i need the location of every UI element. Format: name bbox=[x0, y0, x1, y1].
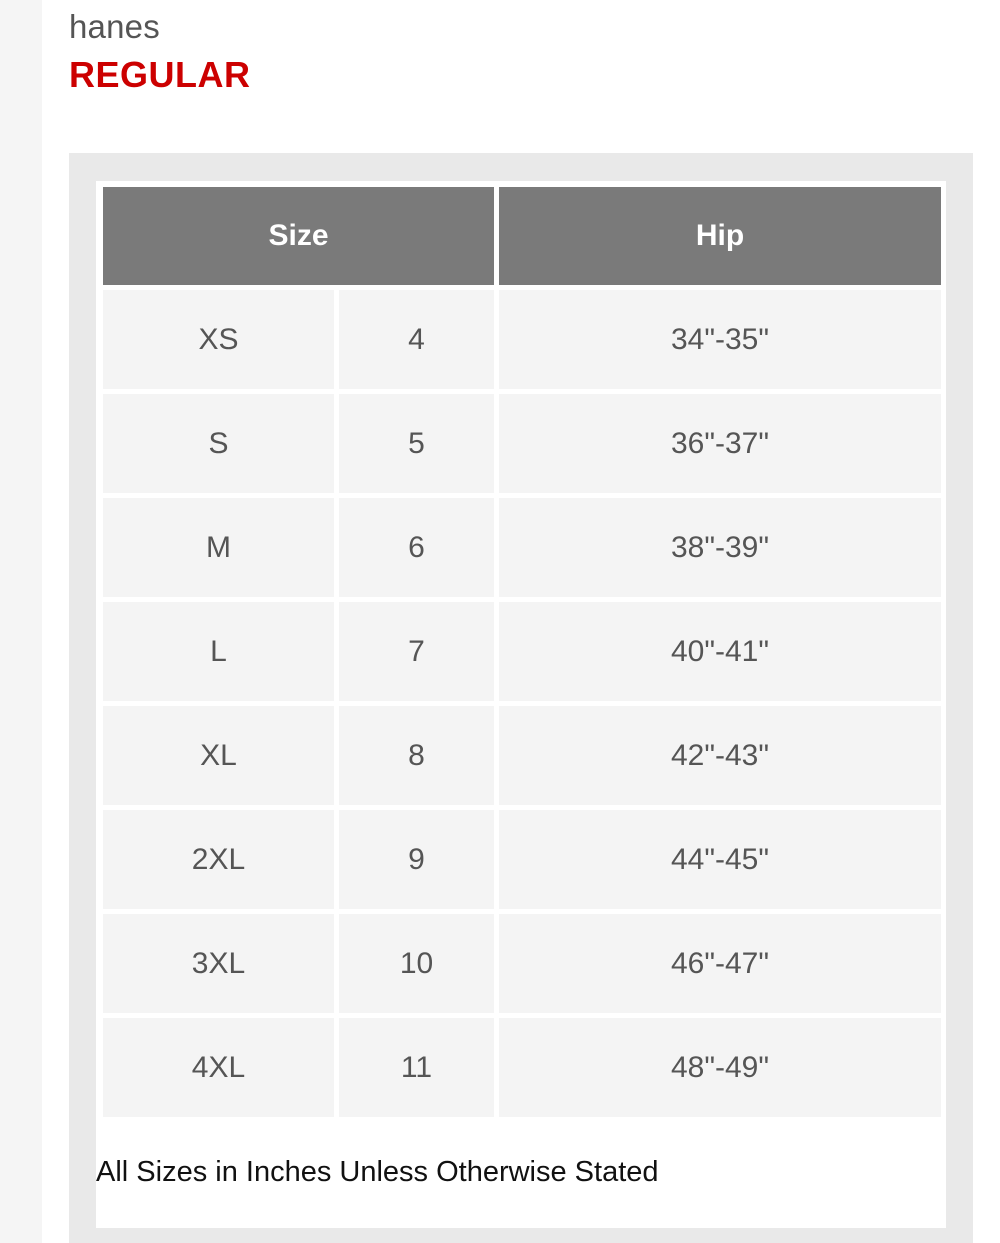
hip-cell: 46"-47" bbox=[499, 914, 941, 1013]
hip-cell: 36"-37" bbox=[499, 394, 941, 493]
table-header-row bbox=[103, 187, 941, 285]
size-number-cell: 8 bbox=[339, 706, 494, 805]
hip-cell: 40"-41" bbox=[499, 602, 941, 701]
size-number-cell: 4 bbox=[339, 290, 494, 389]
size-cell: L bbox=[103, 602, 334, 701]
hip-cell: 34"-35" bbox=[499, 290, 941, 389]
header-size: Size bbox=[103, 187, 494, 285]
table-row bbox=[103, 290, 941, 389]
size-cell: 2XL bbox=[103, 810, 334, 909]
size-number-cell: 11 bbox=[339, 1018, 494, 1117]
table-row bbox=[103, 394, 941, 493]
hip-cell: 42"-43" bbox=[499, 706, 941, 805]
size-cell: S bbox=[103, 394, 334, 493]
table-row bbox=[103, 498, 941, 597]
size-cell: 4XL bbox=[103, 1018, 334, 1117]
size-chart-table bbox=[98, 182, 946, 1122]
hip-cell: 38"-39" bbox=[499, 498, 941, 597]
hip-cell: 48"-49" bbox=[499, 1018, 941, 1117]
table-row bbox=[103, 810, 941, 909]
table-row bbox=[103, 914, 941, 1013]
hip-cell: 44"-45" bbox=[499, 810, 941, 909]
size-number-cell: 9 bbox=[339, 810, 494, 909]
size-number-cell: 6 bbox=[339, 498, 494, 597]
table-row bbox=[103, 706, 941, 805]
size-cell: M bbox=[103, 498, 334, 597]
size-cell: 3XL bbox=[103, 914, 334, 1013]
table-row bbox=[103, 1018, 941, 1117]
brand-name: hanes bbox=[69, 8, 160, 45]
size-cell: XS bbox=[103, 290, 334, 389]
size-footnote: All Sizes in Inches Unless Otherwise Stated bbox=[96, 1156, 659, 1188]
fit-label: REGULAR bbox=[69, 54, 251, 95]
size-number-cell: 5 bbox=[339, 394, 494, 493]
size-number-cell: 10 bbox=[339, 914, 494, 1013]
size-cell: XL bbox=[103, 706, 334, 805]
header-hip: Hip bbox=[499, 187, 941, 285]
size-number-cell: 7 bbox=[339, 602, 494, 701]
table-row bbox=[103, 602, 941, 701]
